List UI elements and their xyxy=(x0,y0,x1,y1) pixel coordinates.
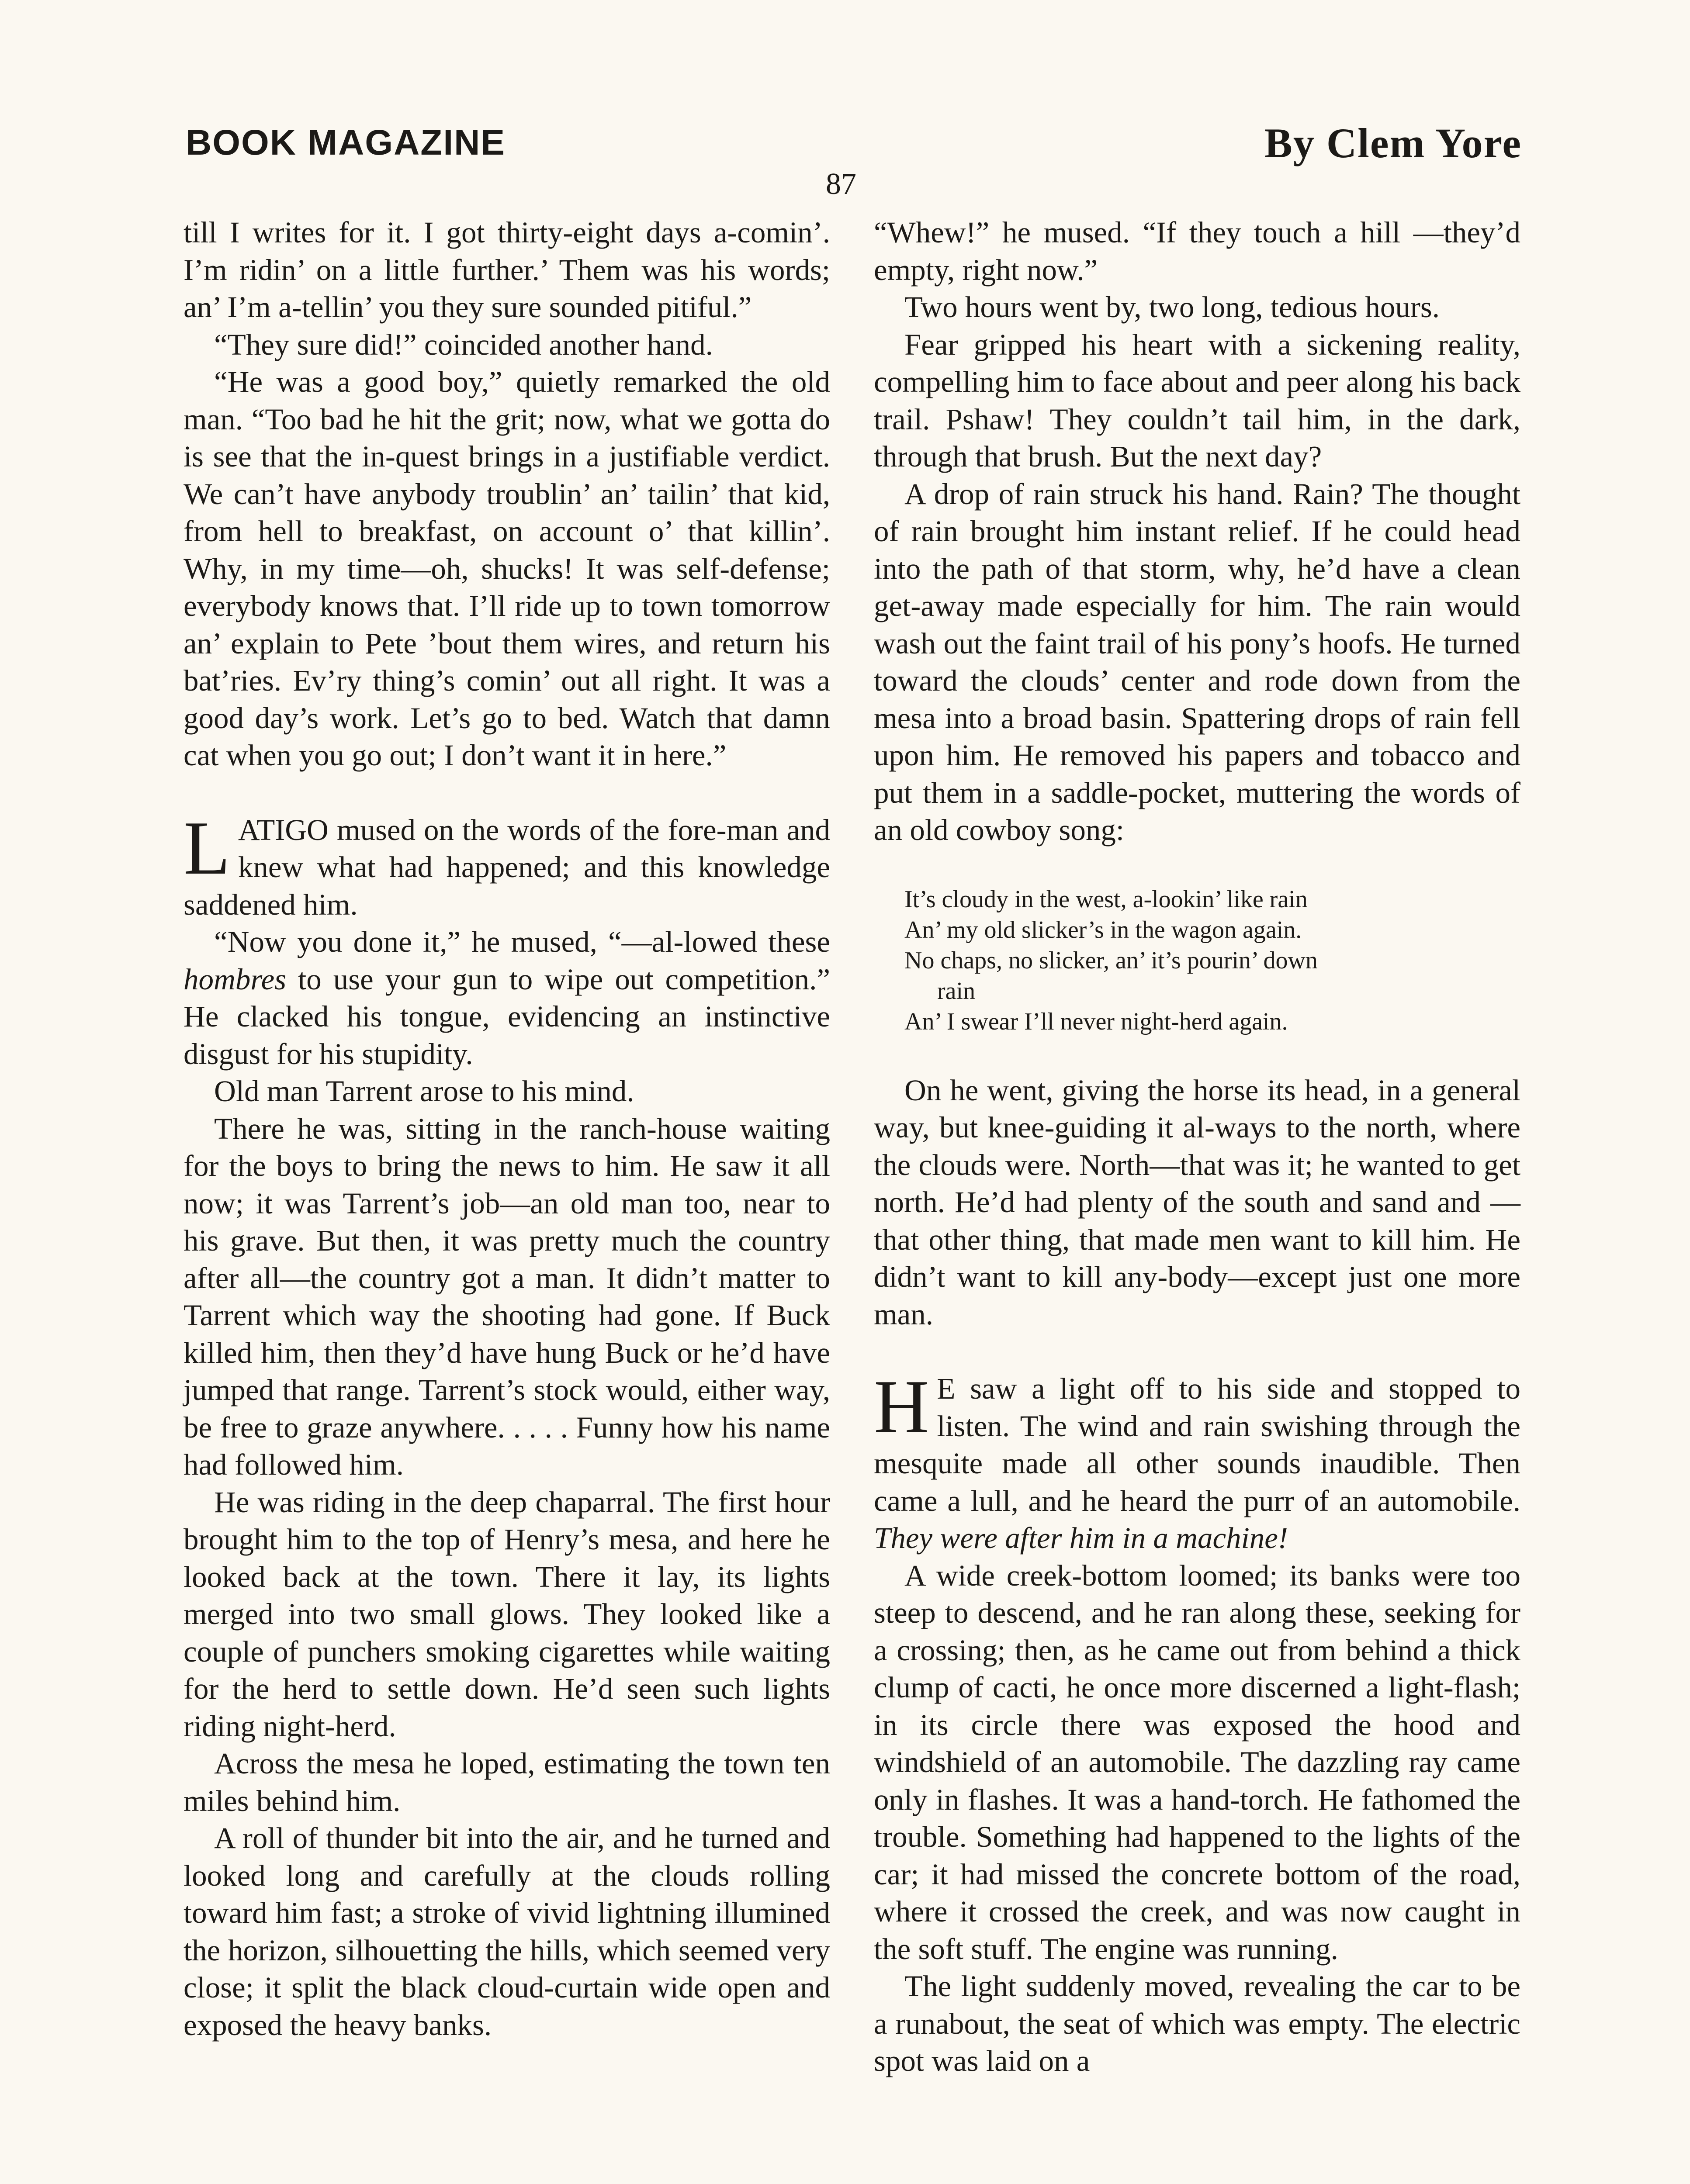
paragraph: A wide creek-bottom loomed; its banks were too steep to descend, and he ran along these, seeking for a crossing; then, as he came out from behind a thick clump of cacti, he once more discerned a light-flash; in its circle there was exposed the hood and windshield of an automobile. The dazzling ray came only in flashes. It was a hand-torch. He fathomed the trouble. Something had happened to the lights of the car; it had missed the concrete bottom of the road, where it crossed the creek, and was now caught in the soft stuff. The engine was running. xyxy=(874,1559,1520,1966)
paragraph: The light suddenly moved, revealing the car to be a runabout, the seat of which was empty. The electric spot was laid on a xyxy=(874,1970,1520,2077)
paragraph: Across the mesa he loped, estimating the town ten miles behind him. xyxy=(184,1747,830,1818)
paragraph: “He was a good boy,” quietly remarked the old man. “Too bad he hit the grit; now, what we gotta do is see that the in-quest brings in a justifiable verdict. We can’t have anybody troublin’ an’ tailin’ that kid, from hell to breakfast, on account o’ that killin’. Why, in my time—oh, shucks! It was self-defense; everybody knows that. I’ll ride up to town tomorrow an’ explain to Pete ’bout them wires, and return his bat’ries. Ev’ry thing’s comin’ out all right. It was a good day’s work. Let’s go to bed. Watch that damn cat when you go out; I don’t want it in here.” xyxy=(184,365,830,772)
italic-phrase: They were after him in a machine! xyxy=(874,1521,1288,1555)
paragraph-text: E saw a light off to his side and stopped to listen. The wind and rain swishing through the mesquite made all other sounds inaudible. Then came a lull, and he heard the purr of an automobile. xyxy=(874,1372,1520,1517)
paragraph-text: “Now you done it,” he mused, “—al-lowed these xyxy=(214,925,830,958)
italic-word: hombres xyxy=(184,962,287,996)
paragraph-text: to use your gun to wipe out competition.” He clacked his tongue, evidencing an instinctive disgust for his stupidity. xyxy=(184,962,830,1071)
paragraph: Two hours went by, two long, tedious hours. xyxy=(904,290,1440,324)
verse-line: An’ I swear I’ll never night-herd again. xyxy=(904,1008,1288,1035)
paragraph: Fear gripped his heart with a sickening reality, compelling him to face about and peer along his back trail. Pshaw! They couldn’t tail him, in the dark, through that brush. But the next day? xyxy=(874,328,1520,473)
paragraph: “They sure did!” coincided another hand. xyxy=(214,328,713,361)
drop-cap: L xyxy=(184,805,230,890)
section-opening-paragraph xyxy=(874,1364,1520,1557)
verse-line: No chaps, no slicker, an’ it’s pourin’ down xyxy=(904,947,1318,974)
paragraph xyxy=(184,923,830,1073)
running-header-author: By Clem Yore xyxy=(1264,120,1522,166)
running-header-title: BOOK MAGAZINE xyxy=(186,123,506,162)
drop-cap: H xyxy=(874,1364,929,1449)
paragraph: A drop of rain struck his hand. Rain? The thought of rain brought him instant relief. If he could head into the path of that storm, why, he’d have a clean get-away made especially for him. The rain would wash out the faint trail of his pony’s hoofs. He turned toward the clouds’ center and rode down from the mesa into a broad basin. Spattering drops of rain fell upon him. He removed his papers and tobacco and put them in a saddle-pocket, muttering the words of an old cowboy song: xyxy=(874,477,1520,847)
paragraph: “Whew!” he mused. “If they touch a hill —they’d empty, right now.” xyxy=(874,216,1520,287)
paragraph: Old man Tarrent arose to his mind. xyxy=(214,1075,634,1108)
verse-line: It’s cloudy in the west, a-lookin’ like rain xyxy=(904,885,1308,913)
paragraph: He was riding in the deep chaparral. The first hour brought him to the top of Henry’s mesa, and here he looked back at the town. There it lay, its lights merged into two small glows. They looked like a couple of punchers smoking cigarettes while waiting for the herd to settle down. He’d seen such lights riding night-herd. xyxy=(184,1485,830,1743)
left-column xyxy=(184,214,830,2044)
paragraph-text: ATIGO mused on the words of the fore-man and knew what had happened; and this knowledge saddened him. xyxy=(184,813,830,921)
paragraph: There he was, sitting in the ranch-house waiting for the boys to bring the news to him. He saw it all now; it was Tarrent’s job—an old man too, near to his grave. But then, it was pretty much the country after all—the country got a man. It didn’t matter to Tarrent which way the shooting had gone. If Buck killed him, then they’d have hung Buck or he’d have jumped that range. Tarrent’s stock would, either way, be free to graze anywhere. . . . . Funny how his name had followed him. xyxy=(184,1112,830,1481)
section-opening-paragraph xyxy=(184,805,830,924)
verse-line: rain xyxy=(937,977,976,1005)
page-number: 87 xyxy=(826,167,856,201)
paragraph: A roll of thunder bit into the air, and he turned and looked long and carefully at the clouds rolling toward him fast; a stroke of vivid lightning illumined the horizon, silhouetting the hills, which seemed very close; it split the black cloud-curtain wide open and exposed the heavy banks. xyxy=(184,1821,830,2042)
right-column xyxy=(874,214,1520,2080)
paragraph: till I writes for it. I got thirty-eight days a-comin’. I’m ridin’ on a little further.’ Them was his words; an’ I’m a-tellin’ you they sure sounded pitiful.” xyxy=(184,216,830,324)
verse-line: An’ my old slicker’s in the wagon again. xyxy=(904,916,1302,943)
song-verse xyxy=(904,884,1520,1037)
paragraph: On he went, giving the horse its head, in a general way, but knee-guiding it al-ways to the north, where the clouds were. North—that was it; he wanted to get north. He’d had plenty of the south and sand and —that other thing, that made men want to kill him. He didn’t want to kill any-body—except just one more man. xyxy=(874,1073,1520,1331)
